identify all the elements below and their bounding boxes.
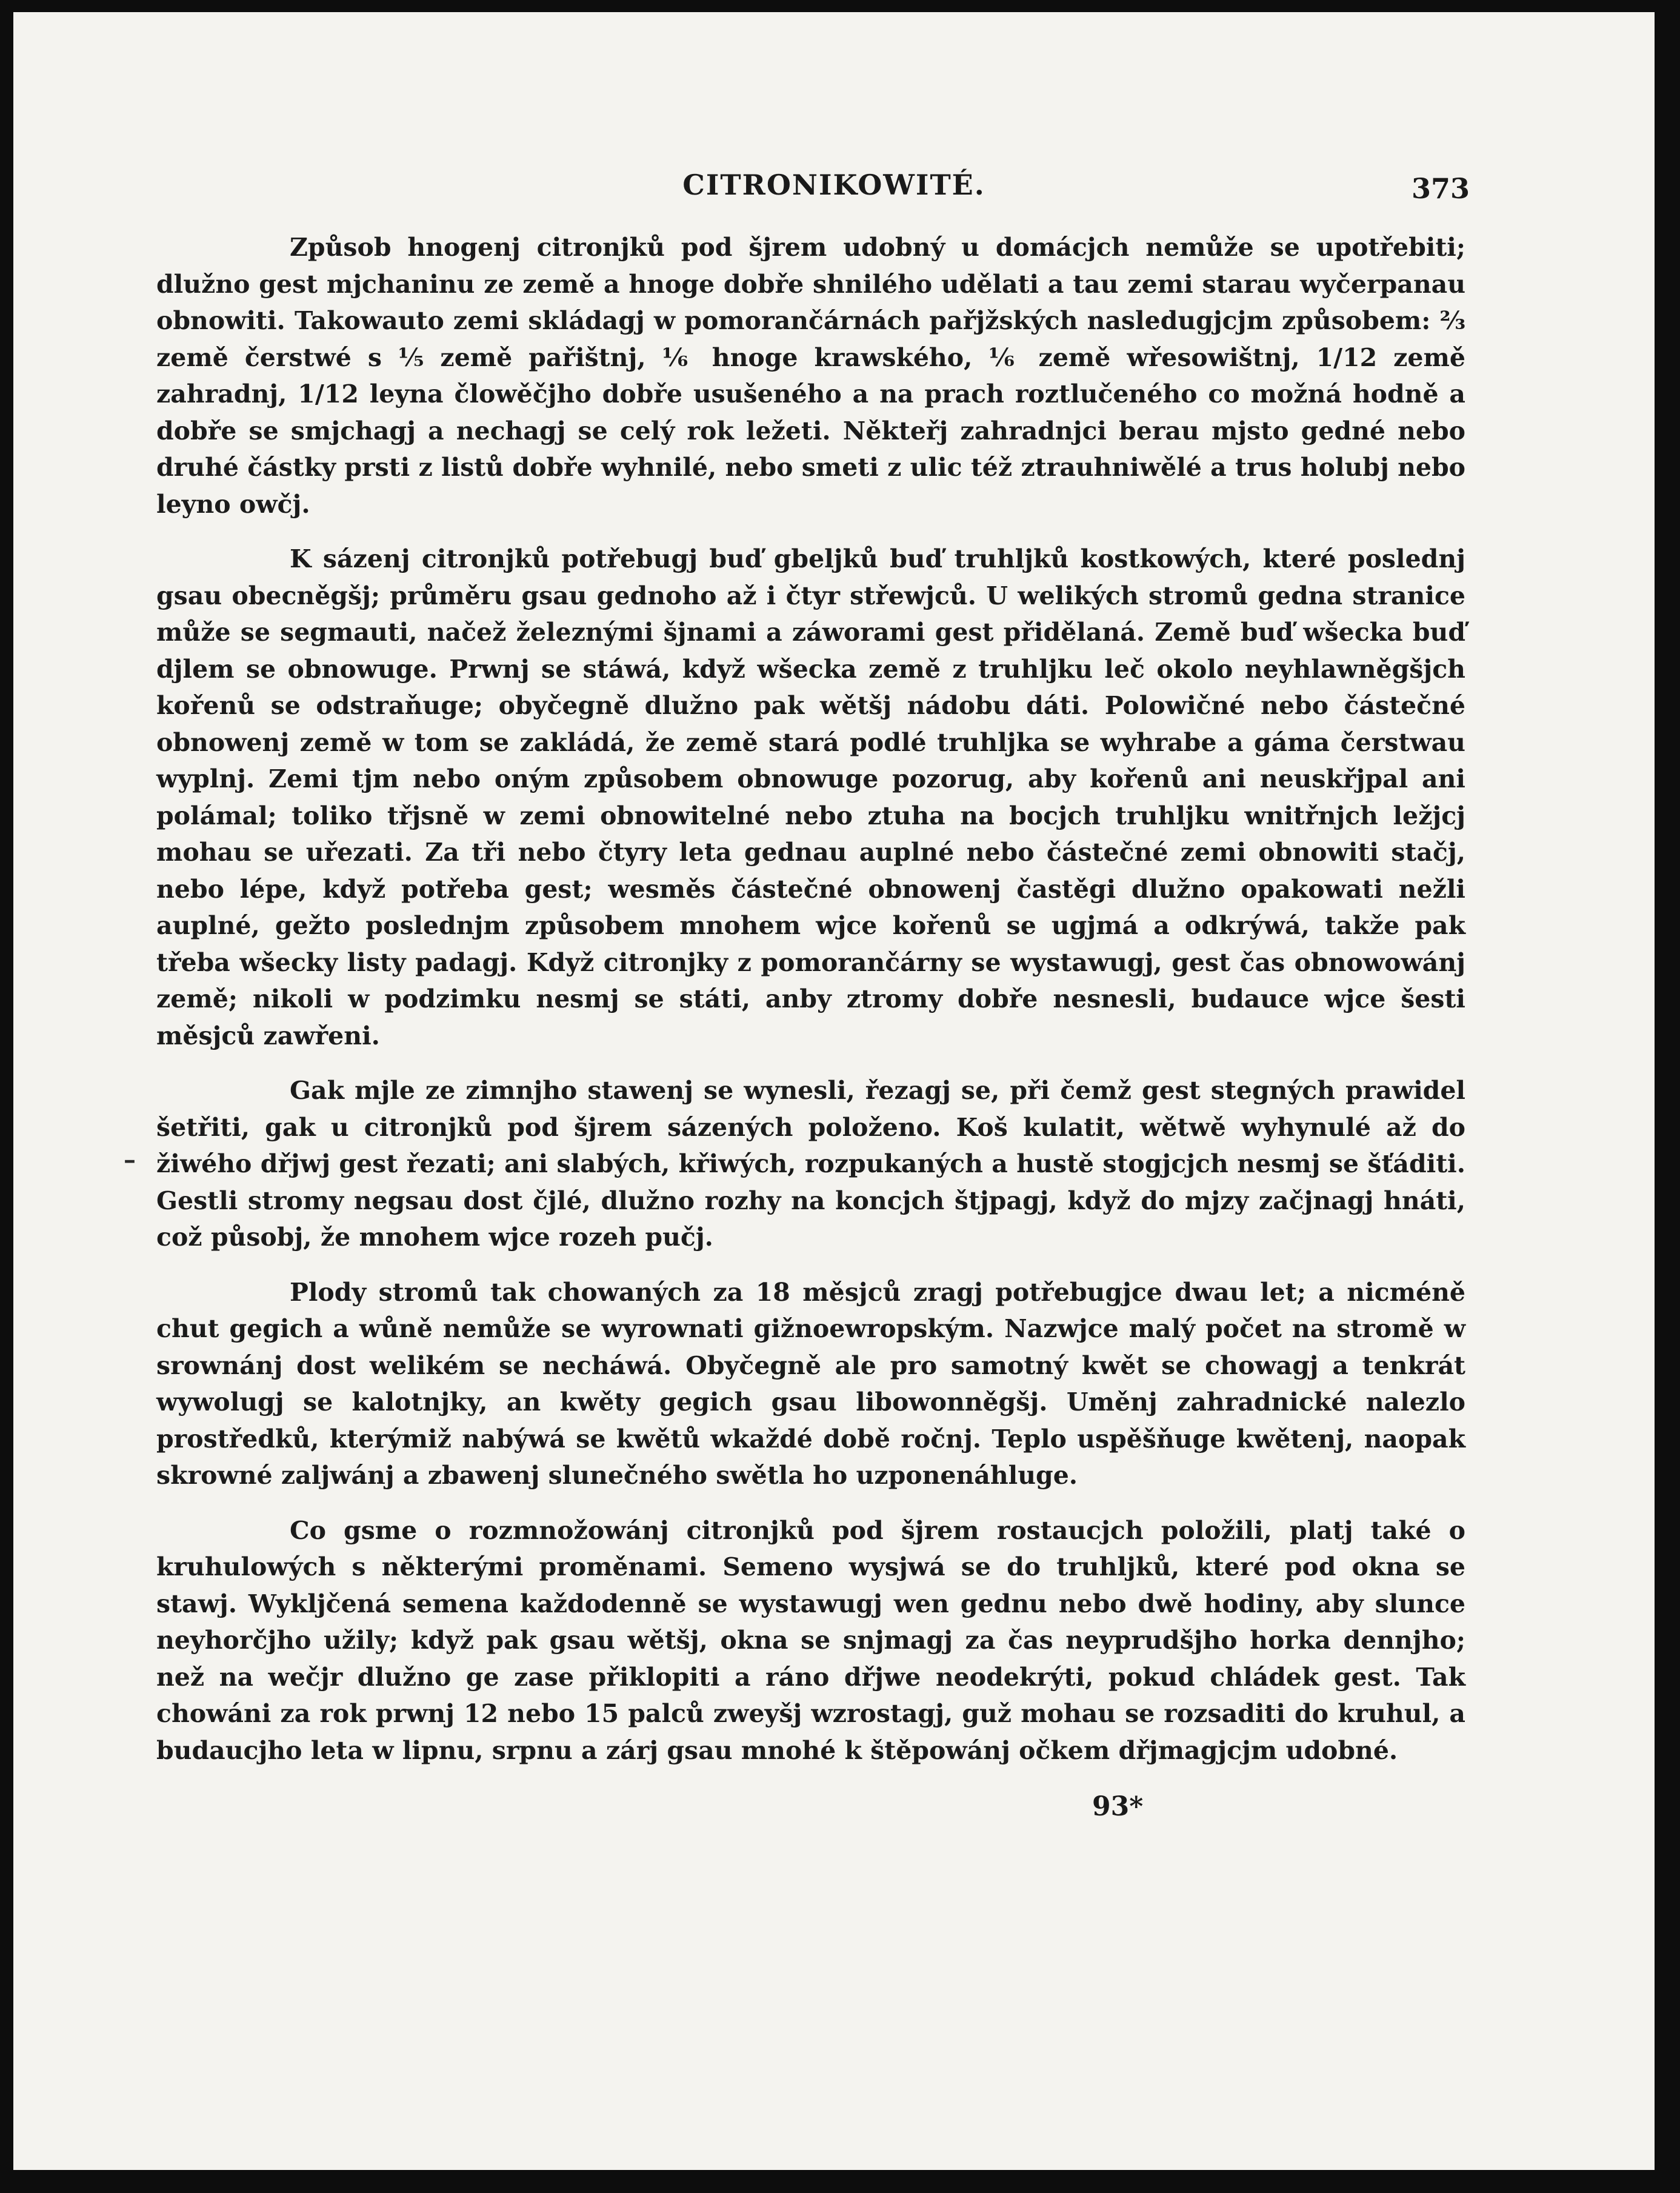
margin-mark: –: [124, 1146, 136, 1174]
running-title: CITRONIKOWITÉ.: [682, 169, 985, 201]
paragraph: K sázenj citronjků potřebugj buď gbeljků buď truhljků kostkowých, které poslednj gsau obecněgšj; průměru gsau gednoho až i čtyr střewjců. U welikých stromů gedna stranice může se segmauti, načež železnými šjnami a záworami gest přidělaná. Země buď wšecka buď djlem se obnowuge. Prwnj se stáwá, když wšecka země z truhljku leč okolo neyhlawněgšjch kořenů se odstraňuge; obyčegně dlužno pak wětšj nádobu dáti. Polowičné nebo částečné obnowenj země w tom se zakládá, že země stará podlé truhljka se wyhrabe a gáma čerstwau wyplnj. Zemi tjm nebo oným způsobem obnowuge pozorug, aby kořenů ani neuskřjpal ani polámal; toliko třjsně w zemi obnowitelné nebo ztuha na bocjch truhljku wnitřnjch ležjcj mohau se uřezati. Za tři nebo čtyry leta gednau auplné nebo částečné zemi obnowiti stačj, nebo lépe, když potřeba gest; wesměs částečné obnowenj častěgi dlužno opakowati nežli auplné, gežto poslednjm způsobem mnohem wjce kořenů se ugjmá a odkrýwá, takže pak třeba wšecky listy padagj. Když citronjky z pomorančárny se wystawugj, gest čas obnowowánj země; nikoli w podzimku nesmj se státi, anby ztromy dobře nesnesli, budauce wjce šesti měsjců zawřeni.: [156, 544, 1465, 1050]
page-number: 373: [1411, 172, 1470, 205]
book-page: [13, 12, 1655, 2170]
paragraph: Co gsme o rozmnožowánj citronjků pod šjrem rostaucjch položili, platj také o kruhulowých s některými proměnami. Semeno wysjwá se do truhljků, které pod okna se stawj. Wykljčená semena každodenně se wystawugj wen gednu nebo dwě hodiny, aby slunce neyhorčjho užily; když pak gsau wětšj, okna se snjmagj za čas neyprudšjho horka dennjho; než na wečjr dlužno ge zase přiklopiti a ráno dřjwe neodekrýti, pokud chládek gest. Tak chowáni za rok prwnj 12 nebo 15 palců zweyšj wzrostagj, guž mohau se rozsaditi do kruhul, a budaucjho leta w lipnu, srpnu a zárj gsau mnohé k štěpowánj očkem dřjmagjcjm udobné.: [156, 1515, 1465, 1765]
page-header: [13, 169, 1655, 217]
paragraph: Způsob hnogenj citronjků pod šjrem udobný u domácjch nemůže se upotřebiti; dlužno gest mjchaninu ze země a hnoge dobře shnilého udělati a tau zemi starau wyčerpanau obnowiti. Takowauto zemi skládagj w pomorančárnách pařjžských nasledugjcjm způsobem: ⅔ země čerstwé s ⅕ země pařištnj, ⅙ hnoge krawského, ⅙ země wřesowištnj, 1/12 země zahradnj, 1/12 leyna člowěčjho dobře usušeného a na prach roztlučeného co možná hodně a dobře se smjchagj a nechagj se celý rok ležeti. Někteřj zahradnjci berau mjsto gedné nebo druhé částky prsti z listů dobře wyhnilé, nebo smeti z ulic též ztrauhniwělé a trus holubj nebo leyno owčj.: [156, 233, 1465, 519]
body-text: [156, 229, 1465, 1787]
paragraph: Plody stromů tak chowaných za 18 měsjců zragj potřebugjce dwau let; a nicméně chut gegich a wůně nemůže se wyrownati gižnoewropským. Nazwjce malý počet na stromě w srownánj dost welikém se necháwá. Obyčegně ale pro samotný kwět se chowagj a tenkrát wywolugj se kalotnjky, an kwěty gegich gsau libowonněgšj. Uměnj zahradnické nalezlo prostředků, kterýmiž nabýwá se kwětů wkaždé době ročnj. Teplo uspěšňuge kwětenj, naopak skrowné zaljwánj a zbawenj slunečného swětla ho uzponenáhluge.: [156, 1277, 1465, 1490]
paragraph: Gak mjle ze zimnjho stawenj se wynesli, řezagj se, při čemž gest stegných prawidel šetřiti, gak u citronjků pod šjrem sázených položeno. Koš kulatit, wětwě wyhynulé až do žiwého dřjwj gest řezati; ani slabých, křiwých, rozpukaných a hustě stogjcjch nesmj se šťáditi. Gestli stromy negsau dost čjlé, dlužno rozhy na koncjch štjpagj, když do mjzy začjnagj hnáti, což působj, že mnohem wjce rozeh pučj.: [156, 1076, 1465, 1252]
signature-mark: 93*: [1092, 1791, 1144, 1822]
